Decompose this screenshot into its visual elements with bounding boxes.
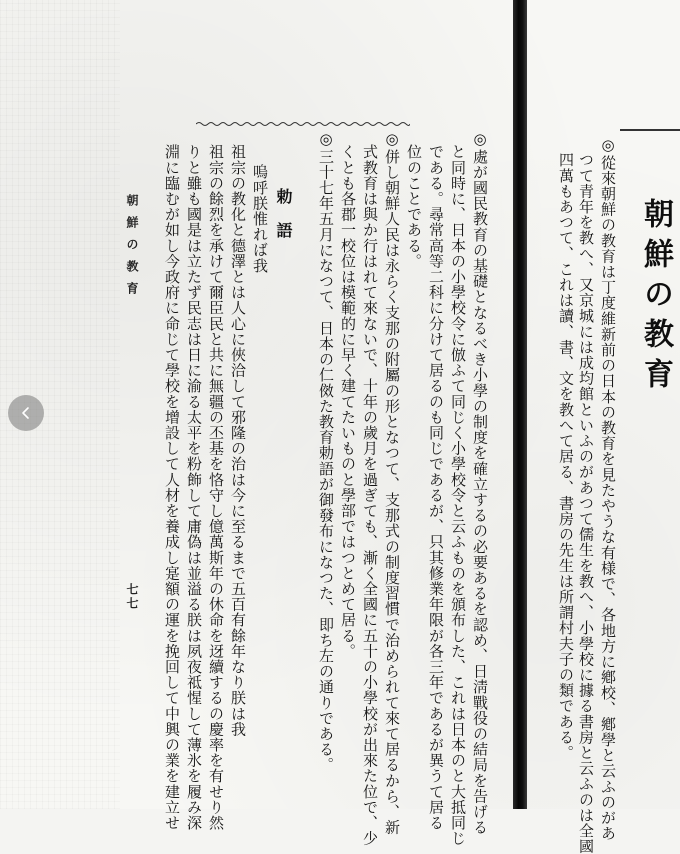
text-column: ◎併し朝鮮人民は永らく支那の附屬の形となつて、支那式の制度習慣で治められて來て居るから、新 [383, 130, 401, 835]
text-column: つて青年を教へ、又京城には成均館といふのがあつて儒生を教へ、小學校に據る書房と云ふのは全國 [577, 152, 595, 854]
text-column: 四萬もあつて、これは讀、書、文を教へて居る、書房の先生は所謂村夫子の類である。 [557, 152, 575, 761]
rescript-line: りと雖も國是は立たず民志は日に渝る太平を粉飾して庸偽は並溢る朕は夙夜祗惺して薄氷を履み深 [185, 144, 203, 831]
rescript-line: 祖宗の教化と德澤とは人心に俠洽して邪隆の治は今に至るまで五百有餘年なり朕は我 [229, 144, 247, 737]
text-column: である。尋常高等二科に分けて居るのも同じであるが、只其修業年限が各三年であるが異うて居る [427, 144, 445, 831]
heading-rule [620, 129, 680, 131]
chevron-left-icon [19, 406, 33, 420]
text-column: ◎處が國民教育の基礎となるべき小學の制度を確立するの必要あるを認め、日淸戰役の結局を告げる [471, 130, 489, 835]
previous-page-button[interactable] [8, 395, 44, 431]
text-column: ◎三十七年五月になつて、日本の仁傚た教育勅語が御發布になつた、即ち左の通りである。 [317, 130, 335, 773]
text-column: 位のことである。 [405, 144, 423, 269]
text-column: と同時に、日本の小學校令に倣ふて同じく小學校令と云ふものを頒布した、これは日本のと大抵同じ [449, 144, 467, 846]
rescript-line: 嗚呼朕惟れば我 [251, 164, 269, 274]
rescript-line: 祖宗の餘烈を承けて爾臣民と共に無疆の丕基を恪守し億萬斯年の休命を迓續するの慶率を有せり然 [207, 144, 225, 831]
book-gutter [513, 0, 527, 809]
rescript-title: 勅語 [274, 188, 293, 256]
text-column: 式教育は與か行はれて來ないで、十年の歲月を過ぎても、漸く全國に五十の小學校が出來た位で、少 [361, 144, 379, 846]
rescript-line: 淵に臨むが如し今政府に命じて學校を增設して人材を養成し寔額の運を挽回して中興の業を建立せ [163, 144, 181, 831]
text-column: ◎從來朝鮮の教育は丁度維新前の日本の教育を見たやうな有様で、各地方に鄕校、鄕學と云ふのがあ [599, 136, 617, 841]
page-heading: 朝鮮の教育 [638, 198, 673, 398]
section-divider [196, 121, 410, 127]
running-head: 朝鮮の教育 [125, 194, 139, 304]
page-number: 七七 [125, 583, 139, 611]
text-column: くとも各郡一校位は模範的に早く建てたいものと學部ではつとめて居る。 [339, 144, 357, 659]
